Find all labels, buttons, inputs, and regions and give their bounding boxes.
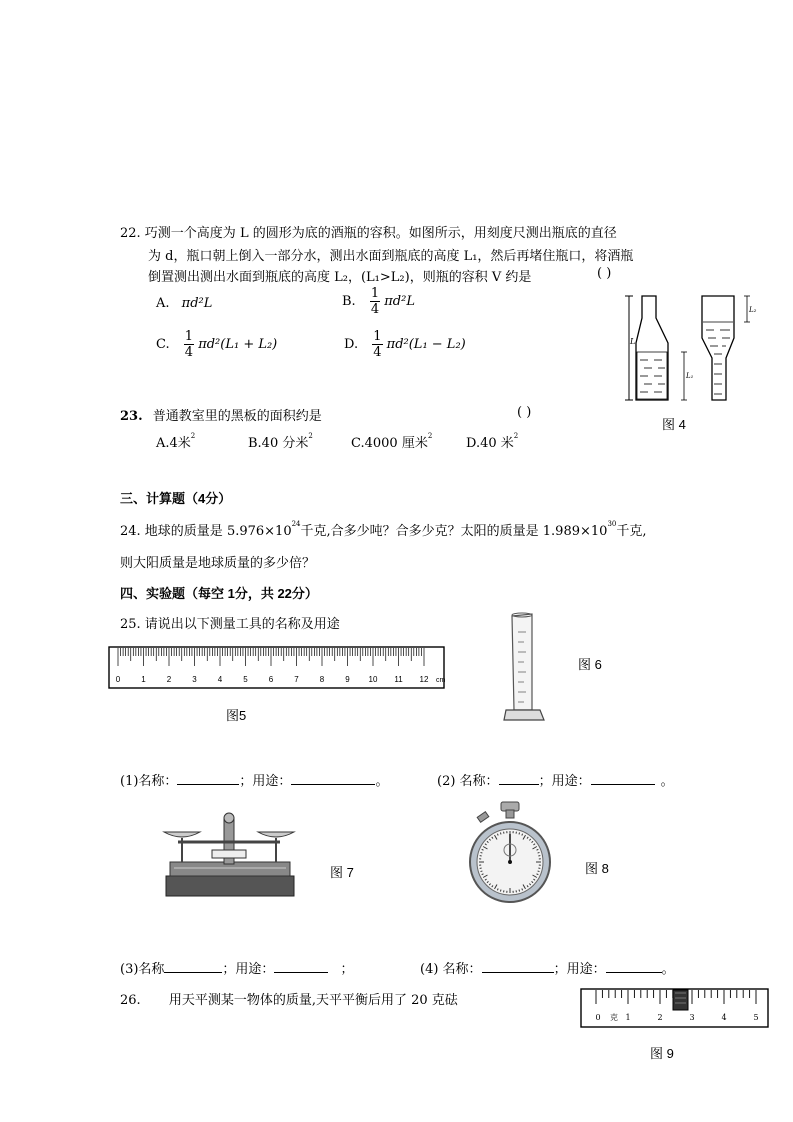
figure-5-caption: 图5 xyxy=(226,708,247,723)
ruler-tick-label: 10 xyxy=(368,675,378,684)
q23-line xyxy=(120,405,322,424)
q23-option-b[interactable]: B.40 分米$^2$ xyxy=(248,432,313,451)
q22-line1: 22. 巧测一个高度为 L 的圆形为底的酒瓶的容积。如图所示，用刻度尺测出瓶底的直径 xyxy=(120,226,617,241)
q22-line3: 倒置测出测出水面到瓶底的高度 L₂，(L₁>L₂)，则瓶的容积 V 约是 xyxy=(148,270,532,285)
scale-tick-label: 0 xyxy=(595,1013,601,1022)
q22-option-d[interactable] xyxy=(344,329,466,360)
name-blank-4[interactable] xyxy=(482,960,554,973)
section-3-title: 三、计算题（4分） xyxy=(120,491,232,506)
q25-item-2: (2) 名称： ；用途： 。 xyxy=(437,774,674,789)
ruler-tick-label: 0 xyxy=(115,675,121,684)
q25-text: 25. 请说出以下测量工具的名称及用途 xyxy=(120,617,340,632)
fraction: $\frac{1}{4}$ xyxy=(184,329,194,360)
q26-line xyxy=(120,989,458,1008)
bottle-figure xyxy=(622,288,762,406)
ruler-tick-label: 6 xyxy=(268,675,274,684)
figure-7-caption: 图 7 xyxy=(330,865,354,880)
option-label: B. xyxy=(342,294,356,309)
fraction: $\frac{1}{4}$ xyxy=(373,329,382,360)
use-blank-1[interactable] xyxy=(291,772,375,785)
option-label: A. xyxy=(156,296,170,311)
scale-unit-label: 克 xyxy=(610,1013,618,1022)
ruler-tick-label: 9 xyxy=(345,675,350,684)
q23-option-d[interactable]: D.40 米$^2$ xyxy=(466,432,519,451)
q22-line2: 为 d，瓶口朝上倒入一部分水，测出水面到瓶底的高度 L₁，然后再堵住瓶口，将酒瓶 xyxy=(148,249,634,264)
ruler-figure xyxy=(108,646,446,690)
figure-8-caption: 图 8 xyxy=(585,861,609,876)
svg-text:L: L xyxy=(630,337,636,346)
option-expression: πd²(L₁ + L₂) xyxy=(198,337,278,352)
name-blank-1[interactable] xyxy=(177,772,239,785)
q25-item-1: (1)名称： ；用途： 。 xyxy=(120,774,389,789)
ruler-tick-label: 11 xyxy=(394,675,403,684)
option-expression: πd²L xyxy=(181,296,213,311)
scale-tick-label: 2 xyxy=(657,1013,663,1022)
ruler-tick-label: 4 xyxy=(217,675,223,684)
figure-9-caption: 图 9 xyxy=(650,1046,674,1061)
q23-option-c[interactable]: C.4000 厘米$^2$ xyxy=(351,432,433,451)
fraction: $\frac{1}{4}$ xyxy=(370,286,380,317)
ruler-tick-label: 12 xyxy=(419,675,429,684)
q22-answer-paren: ( ) xyxy=(597,266,612,281)
q23-option-a[interactable]: A.4米$^2$ xyxy=(156,432,196,451)
q24-line1: 24. 地球的质量是 $5.976\times 10^{24}$千克,合多少吨？合多少克？太阳的质量是 $1.989\times 10^{30}$千克, xyxy=(120,520,647,539)
scale-tick-label: 3 xyxy=(689,1013,695,1022)
use-blank-4[interactable] xyxy=(606,960,662,973)
use-blank-2[interactable] xyxy=(591,772,655,785)
figure-4-caption: 图 4 xyxy=(662,417,686,432)
scale-tick-label: 1 xyxy=(625,1013,631,1022)
q26-number: 26. xyxy=(120,993,141,1008)
option-expression: πd²L xyxy=(384,294,415,309)
svg-text:L₁: L₁ xyxy=(686,372,694,380)
balance-scale-figure xyxy=(160,810,300,900)
ruler-tick-label: 3 xyxy=(192,675,197,684)
name-blank-3[interactable] xyxy=(164,960,222,973)
ruler-tick-label: 1 xyxy=(141,675,146,684)
option-expression: πd²(L₁ − L₂) xyxy=(386,337,466,352)
ruler-tick-label: 7 xyxy=(294,675,299,684)
q23-number: 23. xyxy=(120,409,143,424)
q22-option-b[interactable] xyxy=(342,286,415,317)
scale-tick-label: 5 xyxy=(753,1013,759,1022)
option-label: C. xyxy=(156,337,170,352)
name-blank-2[interactable] xyxy=(499,772,539,785)
q26-text: 用天平测某一物体的质量,天平平衡后用了 20 克砝 xyxy=(168,993,458,1008)
ruler-tick-label: 5 xyxy=(243,675,248,684)
q25-item-4: (4) 名称： ；用途： 。 xyxy=(420,962,675,977)
figure-6-caption: 图 6 xyxy=(578,657,602,672)
stopwatch-figure xyxy=(468,800,552,910)
section-4-title: 四、实验题（每空 1分，共 22分） xyxy=(120,586,318,601)
q23-text: 普通教室里的黑板的面积约是 xyxy=(152,409,322,424)
q22-option-a[interactable] xyxy=(156,296,212,311)
q23-answer-paren: ( ) xyxy=(517,405,532,420)
ruler-tick-label: 2 xyxy=(166,675,172,684)
use-blank-3[interactable] xyxy=(274,960,328,973)
beam-scale-figure xyxy=(580,988,770,1030)
svg-text:L₂: L₂ xyxy=(749,306,757,314)
q25-item-3: (3)名称 ；用途： ； xyxy=(120,962,354,977)
option-label: D. xyxy=(344,337,359,352)
ruler-unit-label: cm xyxy=(436,677,446,684)
q24-line2: 则大阳质量是地球质量的多少倍？ xyxy=(120,556,316,571)
ruler-tick-label: 8 xyxy=(319,675,325,684)
scale-tick-label: 4 xyxy=(721,1013,727,1022)
measuring-cylinder-figure xyxy=(500,612,550,724)
q22-option-c[interactable] xyxy=(156,329,277,360)
